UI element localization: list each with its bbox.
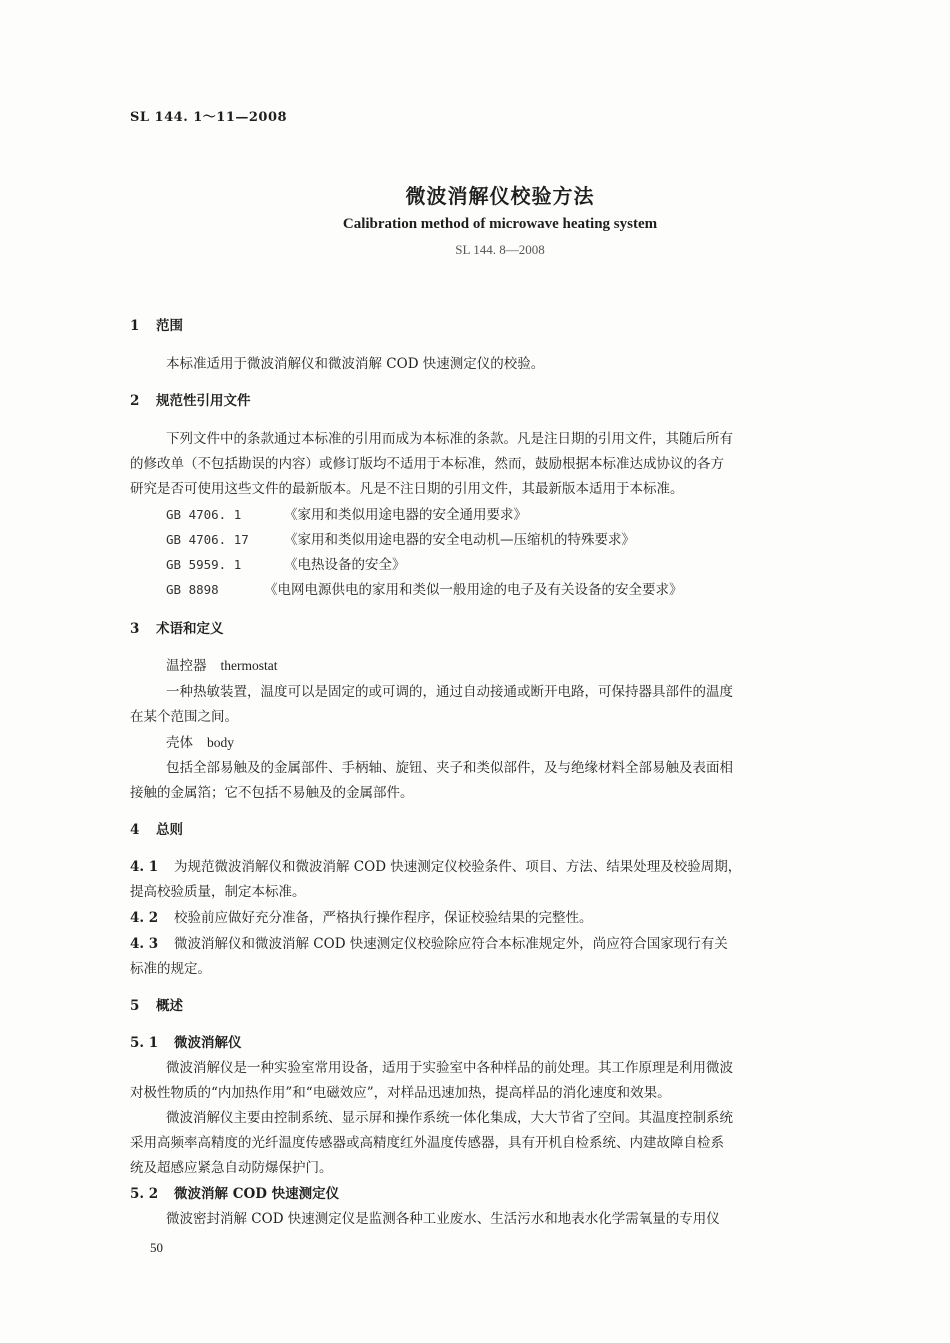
section-4-heading <box>130 818 183 838</box>
reference-title: 《家用和类似用途电器的安全电动机—压缩机的特殊要求》 <box>284 532 635 548</box>
term-english: body <box>207 735 234 750</box>
term-english: thermostat <box>220 658 278 673</box>
reference-code: GB 5959. 1 <box>166 557 242 572</box>
clause-number: 5. 2 <box>130 1186 159 1202</box>
clause-5-1-heading <box>130 1031 242 1051</box>
term-definition-line: 包括全部易触及的金属部件、手柄轴、旋钮、夹子和类似部件，及与绝缘材料全部易触及表面相 <box>166 760 733 776</box>
paragraph-line: 微波消解仪是一种实验室常用设备，适用于实验室中各种样品的前处理。其工作原理是利用微波 <box>166 1060 733 1076</box>
clause-text: 提高校验质量，制定本标准。 <box>130 884 306 900</box>
reference-code: GB 4706. 1 <box>166 507 242 522</box>
reference-title: 《电网电源供电的家用和类似一般用途的电子及有关设备的安全要求》 <box>264 582 683 598</box>
term-chinese: 壳体 <box>166 735 193 751</box>
section-title: 术语和定义 <box>156 621 224 637</box>
term-definition-line: 接触的金属箔；它不包括不易触及的金属部件。 <box>130 785 414 801</box>
reference-item <box>166 528 635 548</box>
section-3-heading <box>130 617 224 637</box>
clause-text: 校验前应做好充分准备，严格执行操作程序，保证校验结果的完整性。 <box>174 910 593 926</box>
section-number: 3 <box>130 621 140 637</box>
section-number: 4 <box>130 822 140 838</box>
clause-number: 4. 3 <box>130 936 159 952</box>
title-english: Calibration method of microwave heating system <box>342 216 658 232</box>
clause-number: 4. 1 <box>130 859 159 875</box>
paragraph-line: 微波密封消解 COD 快速测定仪是监测各种工业废水、生活污水和地表水化学需氧量的专用仪 <box>166 1211 720 1227</box>
section-number: 2 <box>130 393 140 409</box>
term-definition-line: 一种热敏装置，温度可以是固定的或可调的，通过自动接通或断开电路，可保持器具部件的温度 <box>166 684 733 700</box>
term-heading <box>166 654 278 674</box>
section-title: 范围 <box>156 318 183 334</box>
clause-4-1 <box>130 855 741 875</box>
paragraph-line: 微波消解仪主要由控制系统、显示屏和操作系统一体化集成，大大节省了空间。其温度控制系统 <box>166 1110 733 1126</box>
clause-title: 微波消解仪 <box>174 1035 242 1051</box>
title-chinese: 微波消解仪校验方法 <box>405 184 595 208</box>
clause-number: 4. 2 <box>130 910 159 926</box>
clause-title: 微波消解 COD 快速测定仪 <box>174 1186 340 1202</box>
section-number: 5 <box>130 998 140 1014</box>
section-number: 1 <box>130 318 140 334</box>
section-2-heading <box>130 389 251 409</box>
reference-item <box>166 553 406 573</box>
clause-4-3 <box>130 932 728 952</box>
section-title: 总则 <box>156 822 183 838</box>
part-standard-code: SL 144. 8—2008 <box>455 242 545 257</box>
clause-number: 5. 1 <box>130 1035 159 1051</box>
section-1-body: 本标准适用于微波消解仪和微波消解 COD 快速测定仪的校验。 <box>166 356 545 372</box>
paragraph-line: 下列文件中的条款通过本标准的引用而成为本标准的条款。凡是注日期的引用文件，其随后所有 <box>166 431 733 447</box>
reference-title: 《电热设备的安全》 <box>284 557 406 573</box>
reference-code: GB 8898 <box>166 582 219 597</box>
standard-code: SL 144. 1～11—2008 <box>130 110 288 125</box>
reference-item <box>166 578 683 598</box>
reference-code: GB 4706. 17 <box>166 532 249 547</box>
paragraph-line: 统及超感应紧急自动防爆保护门。 <box>130 1160 333 1176</box>
section-title: 规范性引用文件 <box>156 393 251 409</box>
term-chinese: 温控器 <box>166 658 207 674</box>
page-number: 50 <box>150 1240 163 1255</box>
term-definition-line: 在某个范围之间。 <box>130 709 238 725</box>
term-heading <box>166 731 234 751</box>
section-5-heading <box>130 994 183 1014</box>
paragraph-line: 对极性物质的“内加热作用”和“电磁效应”，对样品迅速加热，提高样品的消化速度和效果。 <box>130 1085 671 1101</box>
section-title: 概述 <box>156 998 183 1014</box>
clause-4-2 <box>130 906 593 926</box>
paragraph-line: 研究是否可使用这些文件的最新版本。凡是不注日期的引用文件，其最新版本适用于本标准。 <box>130 481 684 497</box>
clause-text: 标准的规定。 <box>130 961 211 977</box>
paragraph-line: 的修改单（不包括勘误的内容）或修订版均不适用于本标准，然而，鼓励根据本标准达成协议的各方 <box>130 456 724 472</box>
clause-text: 微波消解仪和微波消解 COD 快速测定仪校验除应符合本标准规定外，尚应符合国家现行有关 <box>174 936 728 952</box>
reference-title: 《家用和类似用途电器的安全通用要求》 <box>284 507 527 523</box>
clause-5-2-heading <box>130 1182 339 1202</box>
paragraph-line: 采用高频率高精度的光纤温度传感器或高精度红外温度传感器，具有开机自检系统、内建故障自检系 <box>130 1135 724 1151</box>
section-1-heading <box>130 314 183 334</box>
reference-item <box>166 503 527 523</box>
clause-text: 为规范微波消解仪和微波消解 COD 快速测定仪校验条件、项目、方法、结果处理及校验周期， <box>174 859 742 875</box>
